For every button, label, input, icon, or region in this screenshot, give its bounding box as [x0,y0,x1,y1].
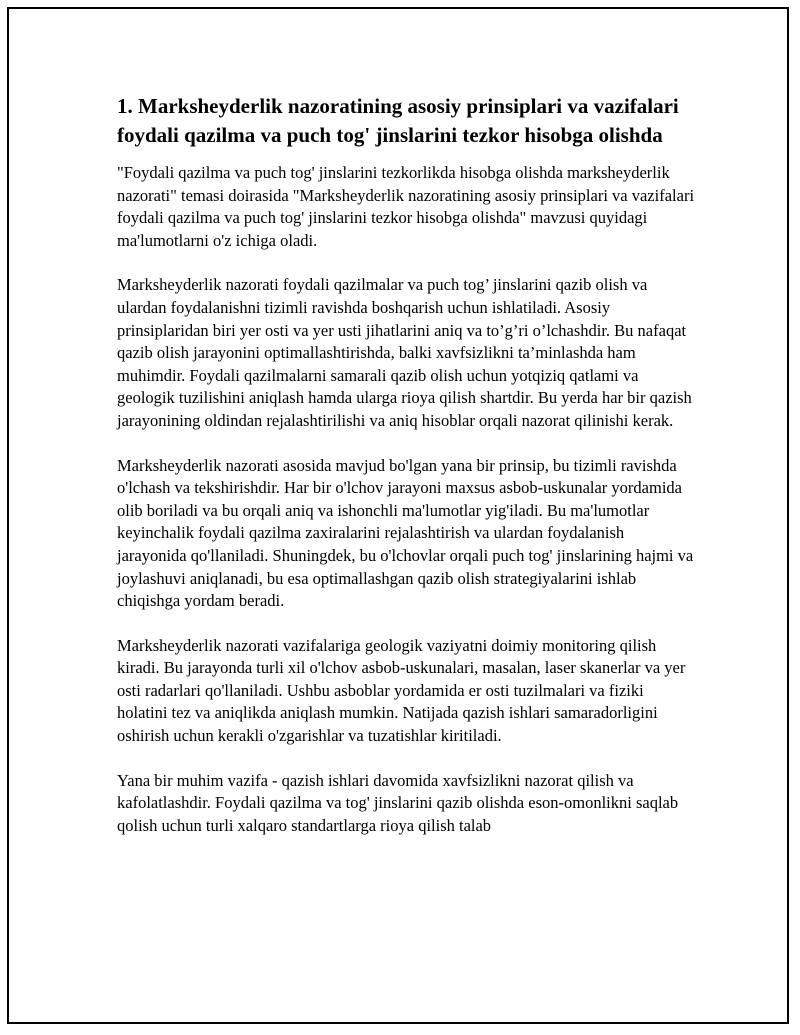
paragraph-intro: "Foydali qazilma va puch tog' jinslarini tezkorlikda hisobga olishda marksheyderlik nazorati" temasi doirasida "Marksheyderlik nazoratining asosiy prinsiplari va vazifalari foydali qazilma va puch tog' jinslarini tezkor hisobga olishda" mavzusi quyidagi ma'lumotlarni o'z ichiga oladi. [117,163,695,250]
paragraph-safety: Yana bir muhim vazifa - qazish ishlari davomida xavfsizlikni nazorat qilish va kafolatlashdir. Foydali qazilma va tog' jinslarini qazib olishda eson-omonlikni saqlab qolish uchun turli xalqaro standartlarga rioya qilish talab [117,770,679,835]
paragraph-measurement: Marksheyderlik nazorati asosida mavjud bo'lgan yana bir prinsip, bu tizimli ravishda o'lchash va tekshirishdir. Har bir o'lchov jarayoni maxsus asbob-uskunalar yordamida olib boriladi va bu orqali aniq va ishonchli ma'lumotlar yig'iladi. Bu ma'lumotlar keyinchalik foydali qazilma zaxiralarini rejalashtirish va ulardan foydalanish jarayonida qo'llaniladi. Shuningdek, bu o'lchovlar orqali puch tog' jinslarining hajmi va joylashuvi aniqlanadi, bu esa optimallashgan qazib olish strategiyalarini ishlab chiqishga yordam beradi. [117,455,694,611]
document-body [117,92,697,859]
section-heading: 1. Marksheyderlik nazoratining asosiy prinsiplari va vazifalari foydali qazilma va puch tog' jinslarini tezkor hisobga olishda [117,94,679,147]
paragraph-monitoring: Marksheyderlik nazorati vazifalariga geologik vaziyatni doimiy monitoring qilish kiradi. Bu jarayonda turli xil o'lchov asbob-uskunalari, masalan, laser skanerlar va yer osti radarlari qo'llaniladi. Ushbu asboblar yordamida er osti tuzilmalari va fiziki holatini tez va aniqlikda aniqlash mumkin. Natijada qazish ishlari samaradorligini oshirish uchun kerakli o'zgarishlar va tuzatishlar kiritiladi. [117,635,686,746]
paragraph-principles: Marksheyderlik nazorati foydali qazilmalar va puch tog’ jinslarini qazib olish va ulardan foydalanishni tizimli ravishda boshqarish uchun ishlatiladi. Asosiy prinsiplaridan biri yer osti va yer usti jihatlarini aniq va to’g’ri o’lchashdir. Bu nafaqat qazib olish jarayonini optimallashtirishda, balki xavfsizlikni ta’minlashda ham muhimdir. Foydali qazilmalarni samarali qazib olish uchun yotqiziq qatlami va geologik tuzilishini aniqlash hamda ularga rioya qilish shartdir. Bu yerda har bir qazish jarayonining oldindan rejalashtirilishi va aniq hisoblar orqali nazorat qilinishi kerak. [117,275,692,430]
